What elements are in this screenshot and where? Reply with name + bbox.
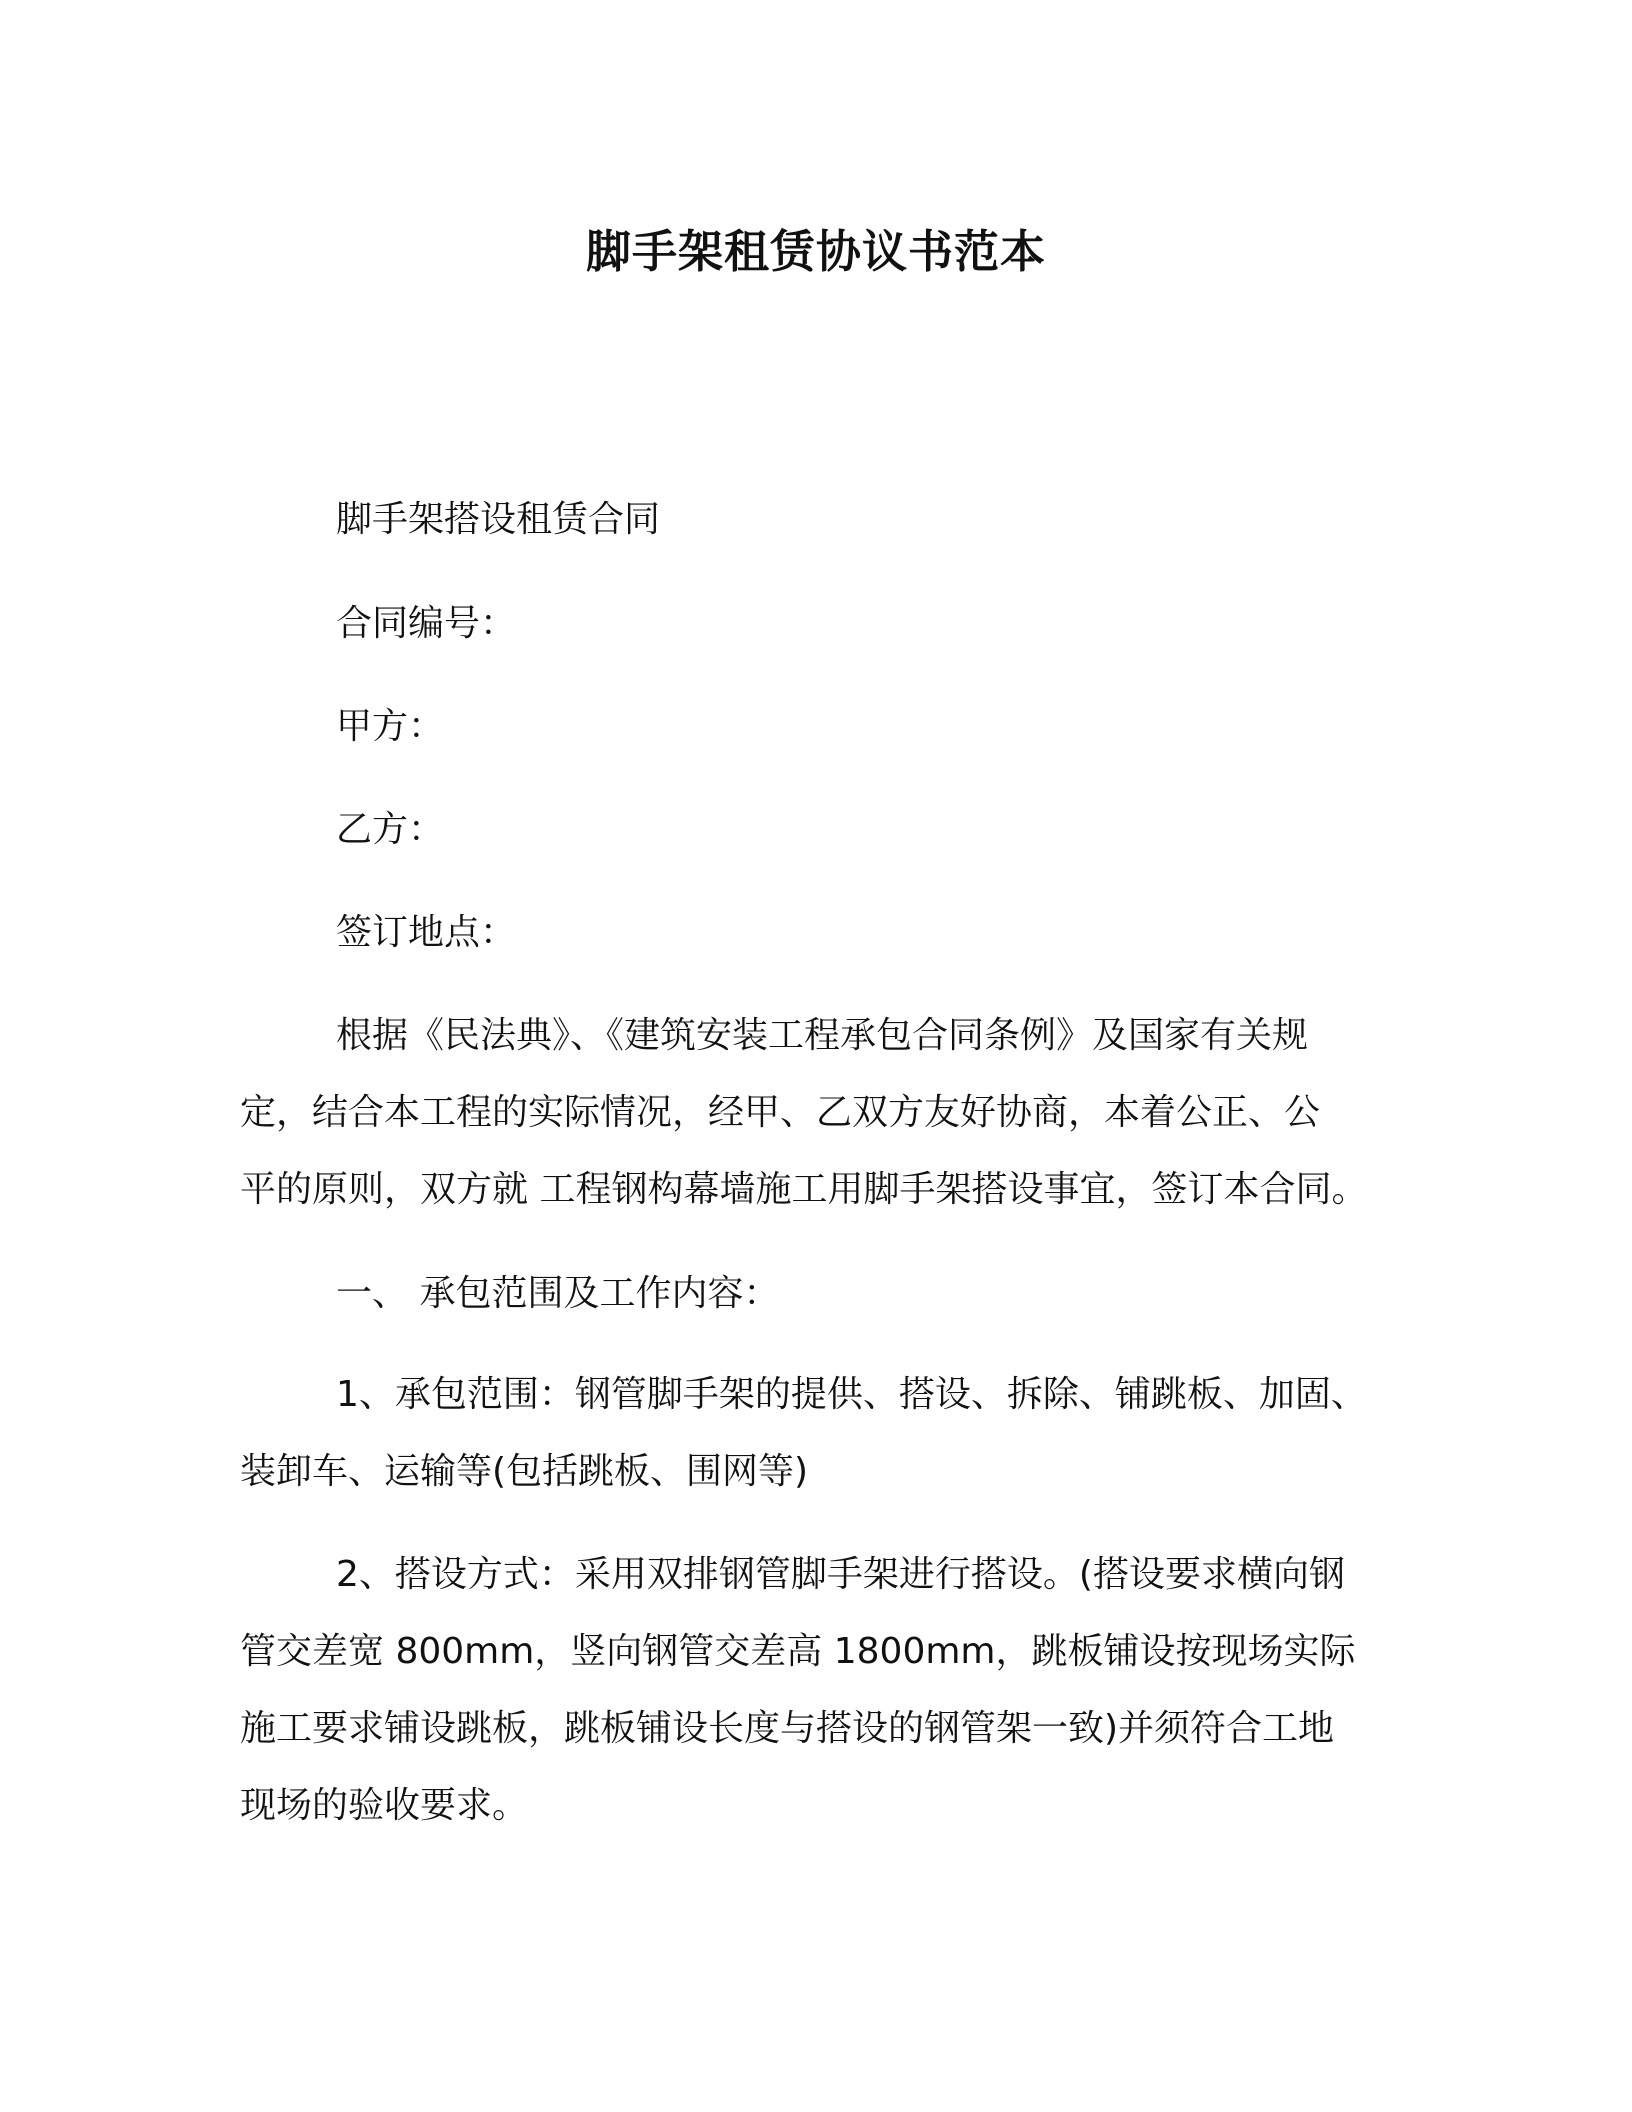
item-2-line: 施工要求铺设跳板，跳板铺设长度与搭设的钢管架一致)并须符合工地	[240, 1708, 1335, 1749]
item-2-paragraph	[240, 1536, 1392, 1844]
preamble-line: 根据《民法典》、《建筑安装工程承包合同条例》及国家有关规	[336, 1015, 1309, 1056]
document-title: 脚手架租赁协议书范本	[585, 225, 1046, 278]
preamble-line: 平的原则，双方就 工程钢构幕墙施工用脚手架搭设事宜，签订本合同。	[240, 1169, 1368, 1210]
item-1-line: 1、承包范围：钢管脚手架的提供、搭设、拆除、铺跳板、加固、	[336, 1374, 1367, 1415]
section-1-heading: 一、 承包范围及工作内容：	[336, 1273, 780, 1314]
preamble-paragraph	[240, 997, 1392, 1228]
preamble-line: 定，结合本工程的实际情况，经甲、乙双方友好协商，本着公正、公	[240, 1092, 1321, 1133]
item-2-line: 2、搭设方式：采用双排钢管脚手架进行搭设。(搭设要求横向钢	[336, 1554, 1345, 1595]
party-b-label: 乙方：	[336, 809, 445, 850]
item-1-line: 装卸车、运输等(包括跳板、围网等)	[240, 1451, 809, 1492]
contract-name: 脚手架搭设租赁合同	[336, 499, 661, 540]
signing-place-label: 签订地点：	[336, 912, 517, 953]
item-1-paragraph	[240, 1356, 1392, 1510]
contract-number-label: 合同编号：	[336, 603, 517, 644]
party-a-label: 甲方：	[336, 706, 445, 747]
item-2-line: 现场的验收要求。	[240, 1785, 529, 1826]
item-2-line: 管交差宽 800mm，竖向钢管交差高 1800mm，跳板铺设按现场实际	[240, 1631, 1356, 1672]
